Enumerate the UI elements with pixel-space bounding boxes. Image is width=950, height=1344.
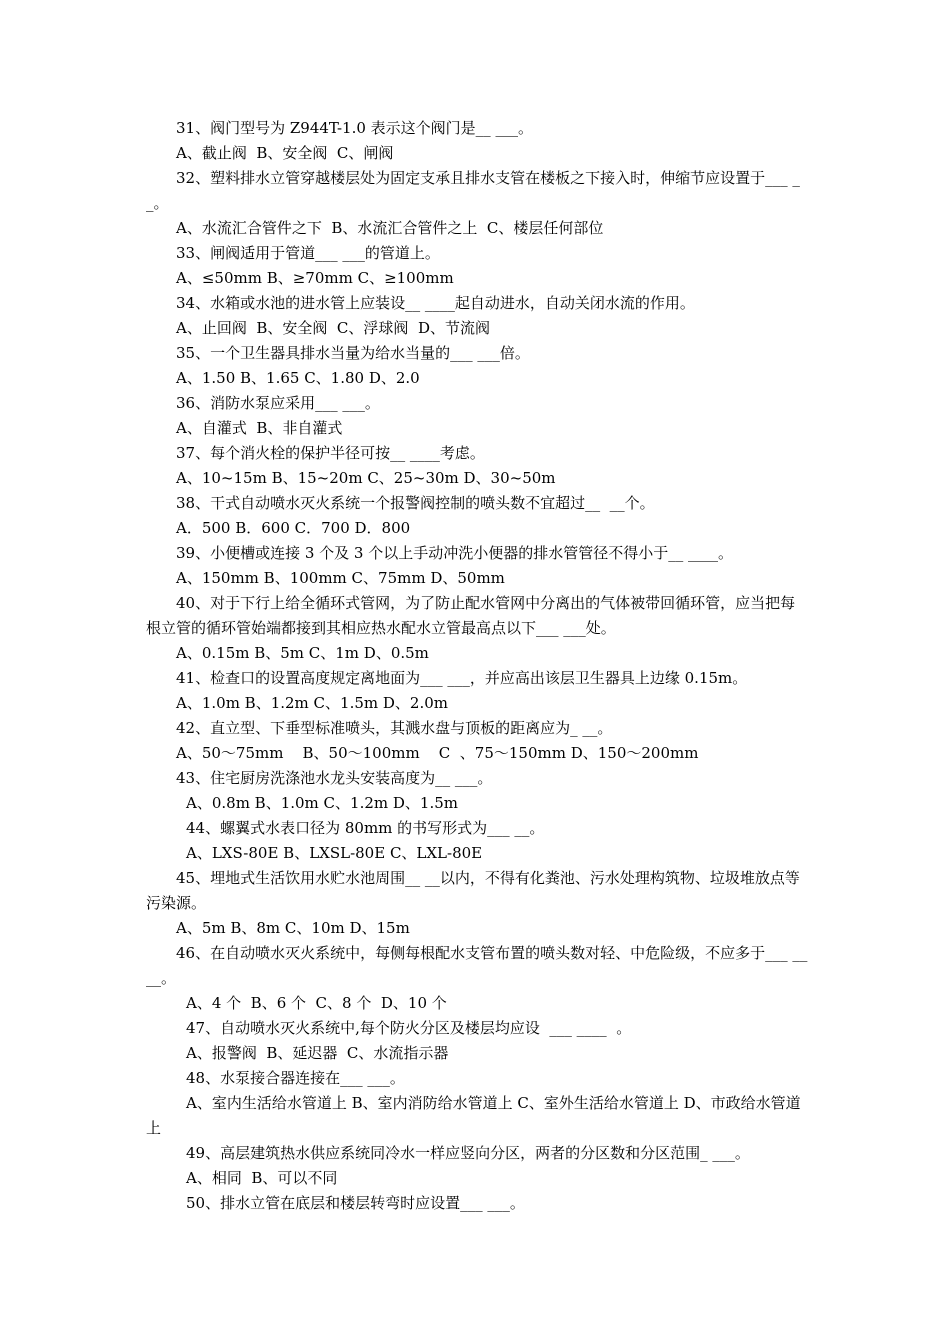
options-45: A、5m B、8m C、10m D、15m bbox=[176, 919, 410, 937]
options-35: A、1.50 B、1.65 C、1.80 D、2.0 bbox=[176, 369, 420, 387]
question-42: 42、直立型、下垂型标准喷头，其溅水盘与顶板的距离应为_ __。 bbox=[176, 719, 613, 737]
question-46: 46、在自动喷水灭火系统中，每侧每根配水支管布置的喷头数对轻、中危险级，不应多于___ ____。 bbox=[146, 944, 808, 987]
options-37: A、10~15m B、15~20m C、25~30m D、30~50m bbox=[176, 469, 556, 487]
question-32: 32、塑料排水立管穿越楼层处为固定支承且排水支管在楼板之下接入时，伸缩节应设置于___ __。 bbox=[146, 169, 800, 212]
options-47: A、报警阀 B、延迟器 C、水流指示器 bbox=[186, 1044, 449, 1062]
options-43: A、0.8m B、1.0m C、1.2m D、1.5m bbox=[186, 794, 458, 812]
question-list bbox=[146, 116, 810, 1216]
question-47: 47、自动喷水灭火系统中,每个防火分区及楼层均应设 ___ ____ 。 bbox=[186, 1019, 632, 1037]
options-38: A．500 B．600 C．700 D．800 bbox=[176, 519, 411, 537]
options-34: A、止回阀 B、安全阀 C、浮球阀 D、节流阀 bbox=[176, 319, 490, 337]
options-32: A、水流汇合管件之下 B、水流汇合管件之上 C、楼层任何部位 bbox=[176, 219, 604, 237]
options-33: A、≤50mm B、≥70mm C、≥100mm bbox=[176, 269, 454, 287]
question-34: 34、水箱或水池的进水管上应装设__ ____起自动进水，自动关闭水流的作用。 bbox=[176, 294, 695, 312]
question-37: 37、每个消火栓的保护半径可按__ ____考虑。 bbox=[176, 444, 485, 462]
question-43: 43、住宅厨房洗涤池水龙头安装高度为__ ___。 bbox=[176, 769, 493, 787]
question-40: 40、对于下行上给全循环式管网，为了防止配水管网中分离出的气体被带回循环管，应当把每根立管的循环管始端都接到其相应热水配水立管最高点以下___ ___处。 bbox=[146, 594, 796, 637]
question-44: 44、螺翼式水表口径为 80mm 的书写形式为___ __。 bbox=[186, 819, 545, 837]
question-39: 39、小便槽或连接 3 个及 3 个以上手动冲洗小便器的排水管管径不得小于__ ____。 bbox=[176, 544, 734, 562]
options-31: A、截止阀 B、安全阀 C、闸阀 bbox=[176, 144, 394, 162]
question-33: 33、闸阀适用于管道___ ___的管道上。 bbox=[176, 244, 440, 262]
question-50: 50、排水立管在底层和楼层转弯时应设置___ ___。 bbox=[186, 1194, 525, 1212]
question-31: 31、阀门型号为 Z944T-1.0 表示这个阀门是__ ___。 bbox=[176, 119, 533, 137]
options-44: A、LXS-80E B、LXSL-80E C、LXL-80E bbox=[186, 844, 483, 862]
question-48: 48、水泵接合器连接在___ ___。 bbox=[186, 1069, 405, 1087]
question-38: 38、干式自动喷水灭火系统一个报警阀控制的喷头数不宜超过__ __个。 bbox=[176, 494, 655, 512]
question-49: 49、高层建筑热水供应系统同冷水一样应竖向分区，两者的分区数和分区范围_ ___。 bbox=[186, 1144, 750, 1162]
options-36: A、自灌式 B、非自灌式 bbox=[176, 419, 343, 437]
options-42: A、50～75mm B、50～100mm C 、75～150mm D、150～200mm bbox=[176, 744, 699, 762]
options-39: A、150mm B、100mm C、75mm D、50mm bbox=[176, 569, 505, 587]
options-46: A、4 个 B、6 个 C、8 个 D、10 个 bbox=[186, 994, 447, 1012]
question-36: 36、消防水泵应采用___ ___。 bbox=[176, 394, 380, 412]
options-40: A、0.15m B、5m C、1m D、0.5m bbox=[176, 644, 429, 662]
options-49: A、相同 B、可以不同 bbox=[186, 1169, 338, 1187]
question-35: 35、一个卫生器具排水当量为给水当量的___ ___倍。 bbox=[176, 344, 530, 362]
options-41: A、1.0m B、1.2m C、1.5m D、2.0m bbox=[176, 694, 448, 712]
options-48: A、室内生活给水管道上 B、室内消防给水管道上 C、室外生活给水管道上 D、市政给水管道上 bbox=[146, 1094, 801, 1137]
question-41: 41、检查口的设置高度规定离地面为___ ___，并应高出该层卫生器具上边缘 0.15m。 bbox=[176, 669, 748, 687]
question-45: 45、埋地式生活饮用水贮水池周围__ __以内，不得有化粪池、污水处理构筑物、垃圾堆放点等污染源。 bbox=[146, 869, 800, 912]
